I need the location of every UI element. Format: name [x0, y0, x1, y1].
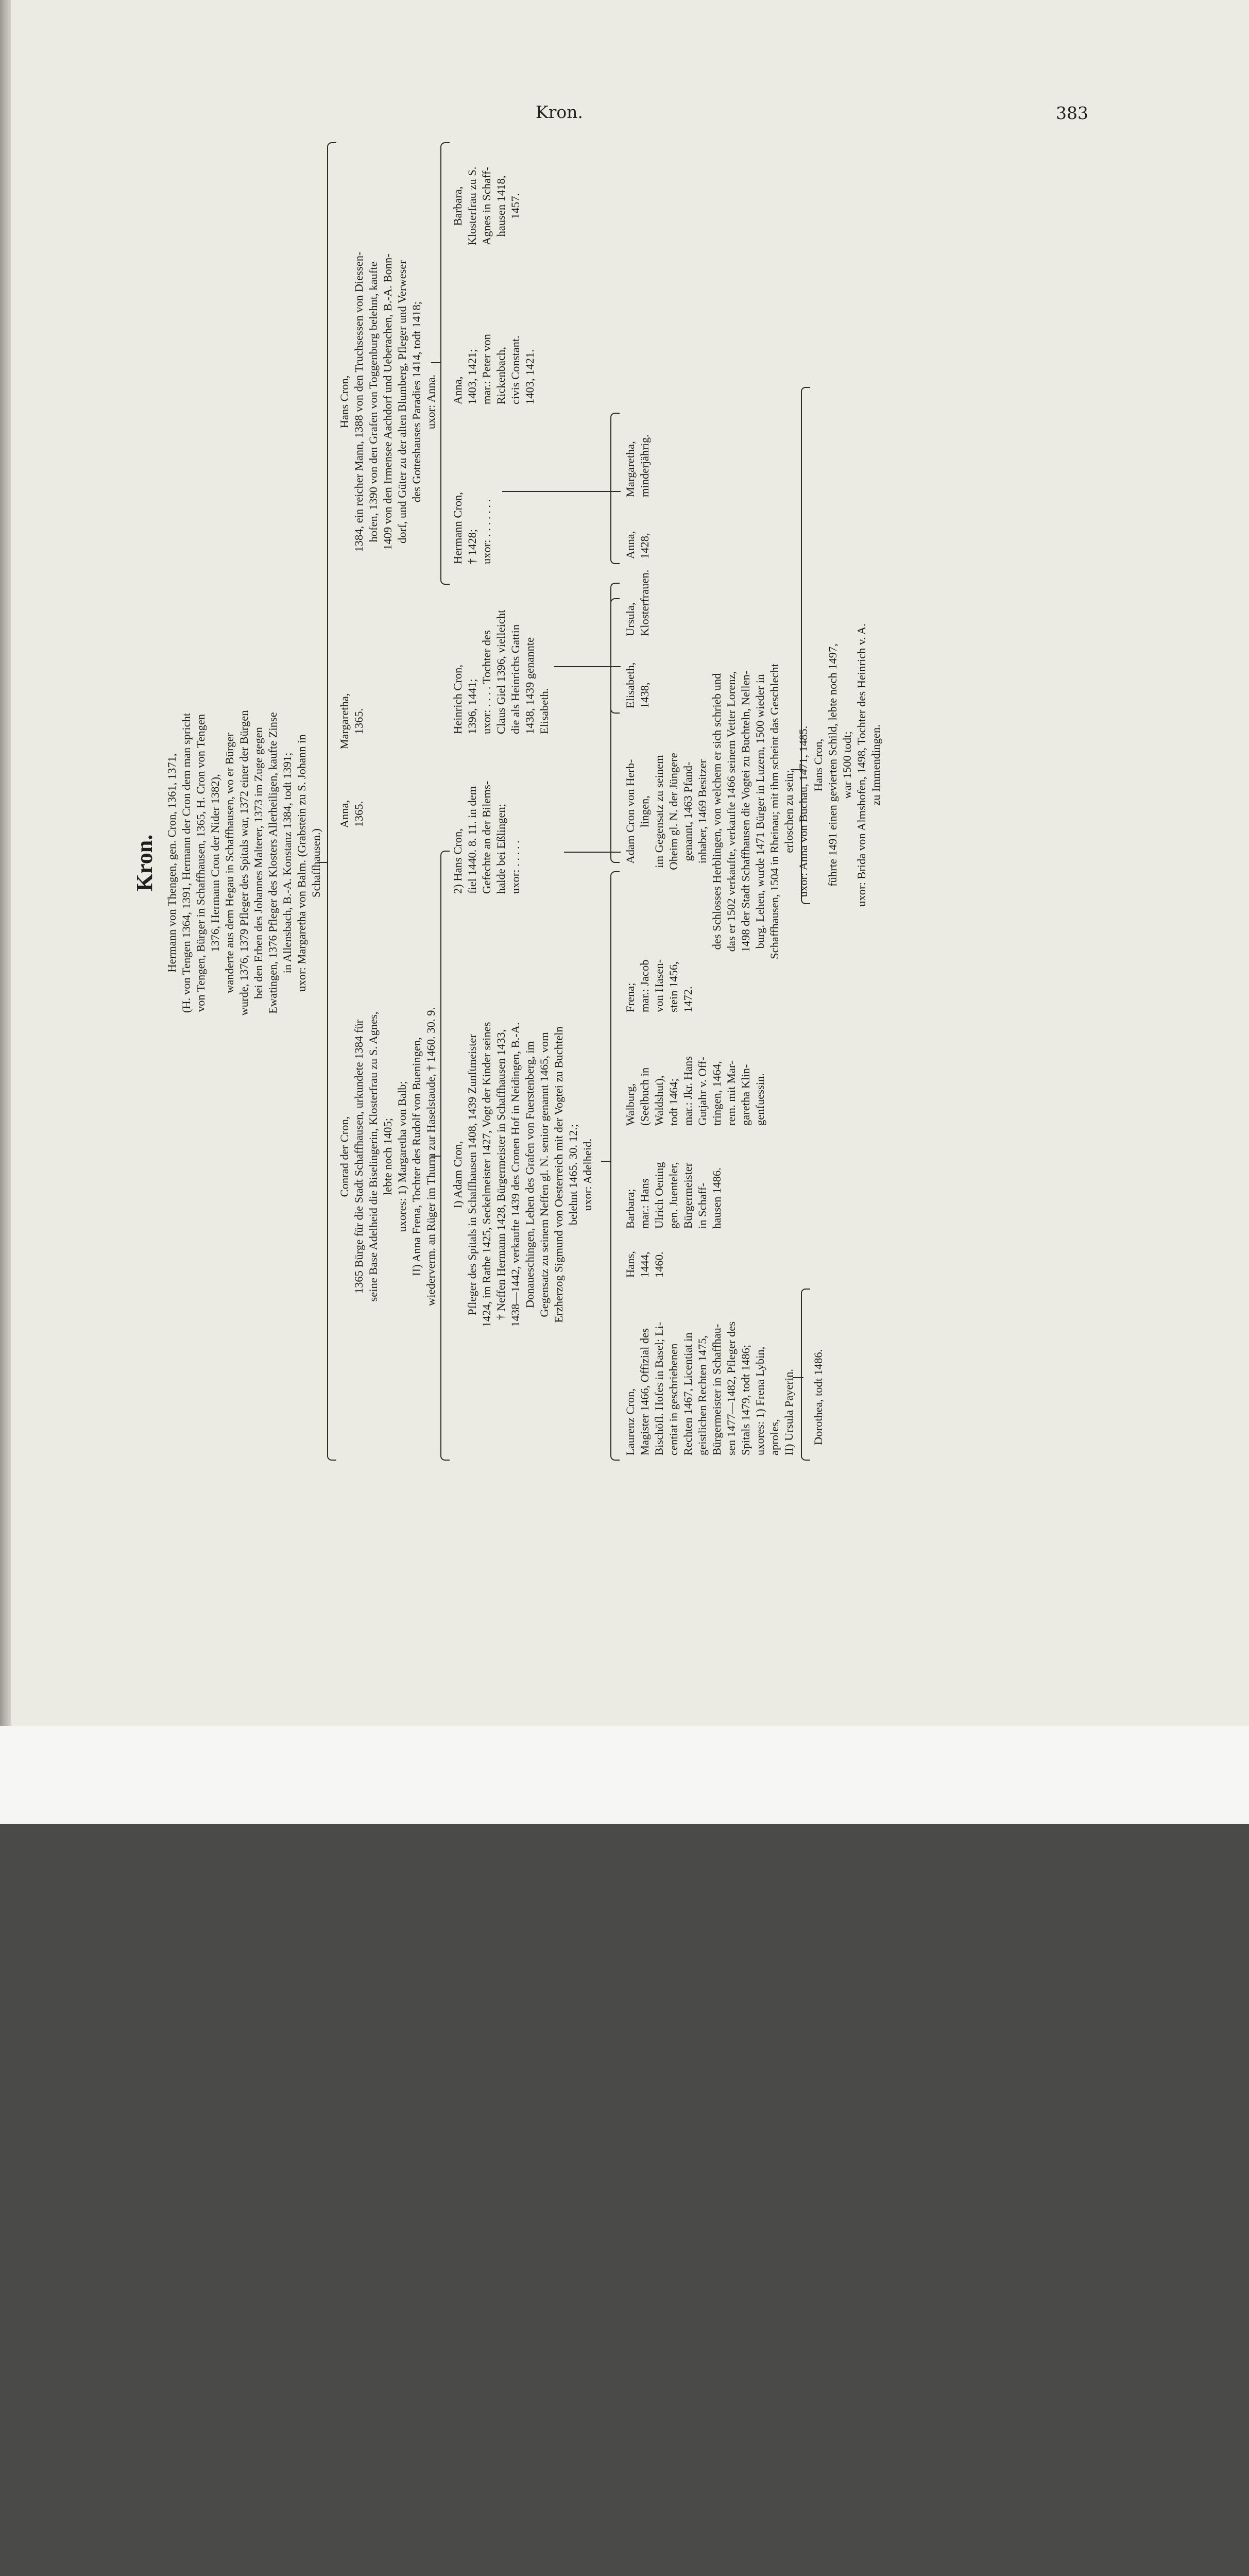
text-line: Agnes in Schaff-: [480, 166, 493, 246]
person-hans-cron-gen3: [451, 739, 523, 894]
text-line: Spitals 1479, todt 1486;: [739, 1344, 752, 1455]
text-line: im Gegensatz zu seinem: [653, 755, 665, 868]
text-line: Bürgermeister: [681, 1162, 694, 1229]
text-line: 1403, 1421.: [523, 349, 536, 404]
person-conrad-der-cron: [337, 873, 438, 1440]
link-adam-junior: [791, 769, 803, 770]
text-line: in Allensbach, B.-A. Konstanz 1384, todt 1391;: [281, 752, 294, 974]
text-line: uxor: Margaretha von Balm. (Grabstein zu S. Johann in: [295, 734, 308, 992]
link-hermann: [502, 491, 621, 492]
text-line: belehnt 1465. 30. 12.;: [567, 1124, 579, 1226]
person-laurenz-cron: [623, 1285, 796, 1455]
text-line: Hans,: [624, 1251, 637, 1278]
text-line: Gefechte an der Bilems-: [480, 781, 493, 894]
text-line: uxor: Adelheid.: [581, 1139, 594, 1211]
text-line: 1396, 1441;: [466, 679, 478, 734]
text-line: Pfleger des Spitals in Schaffhausen 1408, 1439 Zunftmeister: [466, 1034, 478, 1315]
running-head: Kron.: [536, 102, 584, 122]
text-line: 1365.: [352, 801, 365, 827]
page-number: 383: [1056, 103, 1088, 123]
text-line: 1438,: [638, 682, 651, 708]
text-line: sen 1477—1482, Pfleger des: [725, 1321, 738, 1455]
brace-gen2: [327, 142, 336, 1461]
text-line: mar.: Peter von: [480, 334, 493, 404]
text-line: Hermann von Thengen, gen. Cron, 1361, 1371,: [165, 753, 178, 973]
text-line: Bischöfl. Hofes in Basel; Li-: [653, 1321, 665, 1455]
text-line: I) Adam Cron,: [451, 1141, 464, 1209]
text-line: von Hasen-: [653, 959, 665, 1012]
text-line: lebte noch 1405;: [381, 1118, 394, 1195]
brace-hermann-children: [610, 413, 620, 564]
text-line: burg. Lehen, wurde 1471 Bürger in Luzern, 1500 wieder in: [754, 674, 766, 949]
person-ursula: [623, 554, 652, 636]
person-margaretha-gen4: [623, 410, 652, 497]
text-line: Margaretha,: [624, 441, 637, 497]
text-line: Conrad der Cron,: [338, 1116, 351, 1197]
text-line: führte 1491 einen gevierten Schild, lebte noch 1497,: [826, 643, 839, 887]
brace-tick-hans: [431, 362, 440, 363]
brace-adam-children: [610, 871, 620, 1461]
brace-laurenz-children: [801, 1289, 810, 1461]
footer-bar: [0, 1726, 1249, 1824]
text-line: von Tengen, Bürger in Schaffhausen, 1365, H. Cron von Tengen: [194, 714, 207, 1012]
text-line: Laurenz Cron,: [624, 1388, 637, 1455]
text-line: zu Immendingen.: [869, 724, 882, 806]
text-line: hausen 1486.: [710, 1167, 723, 1229]
person-dorothea: [811, 1291, 826, 1445]
genealogy-table: [131, 142, 1007, 1584]
text-line: aproles,: [768, 1419, 781, 1455]
text-line: stein 1456,: [667, 961, 680, 1012]
text-line: mar.: Jkr. Hans: [681, 1056, 694, 1126]
text-line: 1498 der Stadt Schaffhausen die Vogtei zu Buchteln, Nellen-: [739, 670, 752, 953]
text-line: Gegensatz zu seinem Neffen gl. N. senior genannt 1465, vom: [538, 1032, 551, 1317]
brace-adam-junior-children: [801, 387, 810, 904]
text-line: minderjährig.: [638, 434, 651, 497]
text-line: 1444,: [638, 1251, 651, 1278]
text-line: genannt, 1463 Pfand-: [681, 761, 694, 861]
text-line: fiel 1440. 8. 11. in dem: [466, 786, 478, 894]
text-line: uxor: . . . . Tochter des: [480, 630, 493, 734]
person-anna-gen4: [623, 502, 652, 559]
text-line: Rechten 1467, Licentiat in: [681, 1332, 694, 1455]
text-line: Adam Cron von Herb-: [624, 759, 637, 864]
text-line: Ewatingen, 1376 Pfleger des Klosters Allerheiligen, kaufte Zinse: [266, 712, 279, 1014]
text-line: wurde, 1376, 1379 Pfleger des Spitals war, 1372 einer der Bürgen: [237, 710, 250, 1016]
text-line: Dorothea, todt 1486.: [812, 1349, 825, 1445]
text-line: 1365.: [352, 708, 365, 735]
text-line: 1472.: [681, 986, 694, 1012]
text-line: das er 1502 verkaufte, verkaufte 1466 seinem Vetter Lorenz,: [725, 671, 738, 952]
text-line: des Gotteshauses Paradies 1414, todt 1418;: [410, 301, 423, 502]
brace-heinrich-children: [610, 583, 620, 714]
text-line: war 1500 todt;: [841, 731, 853, 799]
text-line: Waldshut),: [653, 1075, 665, 1126]
person-adam-cron-senior: [451, 899, 595, 1450]
text-line: wiederverm. an Rüger im Thurm zur Haselstaude, † 1460. 30. 9.: [424, 1007, 437, 1307]
text-line: 1384, ein reicher Mann, 1388 von den Truchsessen von Diessen-: [352, 251, 365, 552]
text-line: Gutjahr v. Off-: [696, 1057, 709, 1126]
text-line: Heinrich Cron,: [451, 665, 464, 734]
text-line: 1460.: [653, 1251, 665, 1278]
text-line: II) Anna Frena, Tochter des Rudolf von Bueningen,: [410, 1037, 423, 1276]
text-line: uxor: . . . . . . .: [480, 499, 493, 564]
text-line: Oheim gl. N. der Jüngere: [667, 753, 680, 870]
text-line: Hans Cron,: [338, 375, 351, 429]
text-line: Klosterfrauen.: [638, 569, 651, 636]
text-line: rem. mit Mar-: [725, 1060, 738, 1126]
brace-conrad-children: [440, 851, 450, 1461]
brace-tick-adam: [601, 1161, 610, 1162]
text-line: Donaueschingen, Lehen des Grafen von Fuerstenberg, im: [523, 1041, 536, 1309]
text-line: erloschen zu sein;: [782, 770, 795, 853]
text-line: uxor: Brida von Almshofen, 1498, Tochter des Heinrich v. A.: [855, 623, 868, 907]
text-line: tringen, 1464,: [710, 1061, 723, 1126]
text-line: uxor: Anna.: [424, 374, 437, 430]
person-barbara-gen3: [451, 147, 523, 265]
text-line: Hans Cron,: [812, 738, 825, 792]
text-line: Elisabeth.: [538, 688, 551, 734]
text-line: Walburg,: [624, 1083, 637, 1126]
person-barbara-gen4: [623, 1131, 724, 1229]
text-line: Erzherzog Sigmund von Oesterreich mit der Vogtei zu Buchteln: [552, 1026, 565, 1323]
text-line: seine Base Adelheid die Biselingerin, Klosterfrau zu S. Agnes,: [367, 1011, 380, 1302]
text-line: (Seelbuch in: [638, 1067, 651, 1126]
text-line: Elisabeth,: [624, 662, 637, 708]
text-line: Schaffhausen, 1504 in Rheinau; mit ihm scheint das Geschlecht: [768, 664, 781, 959]
text-line: die als Heinrichs Gattin: [509, 624, 522, 734]
text-line: todt 1464;: [667, 1078, 680, 1126]
person-heinrich-cron: [451, 569, 552, 734]
text-line: 1409 von den Irmensee Aachdorf und Ueberachen, B.-A. Bonn-: [381, 253, 394, 550]
person-hans-cron-gen5: [811, 554, 883, 976]
text-line: hofen, 1390 von den Grafen von Toggenburg belehnt, kaufte: [367, 261, 380, 543]
text-line: 1376, Hermann Cron der Nider 1382),: [209, 774, 221, 952]
text-line: 1438, 1439 genannte: [523, 637, 536, 734]
brace-hans-children: [440, 142, 450, 585]
text-line: geistlichen Rechten 1475,: [696, 1335, 709, 1455]
brace-tick-gen2: [318, 862, 327, 863]
text-line: des Schlosses Herblingen, von welchem er sich schrieb und: [710, 673, 723, 950]
text-line: Ulrich Oening: [653, 1162, 665, 1229]
text-line: 1428,: [638, 533, 651, 559]
text-line: 1403, 1421;: [466, 349, 478, 404]
text-line: 1365 Bürge für die Stadt Schaffhausen, urkundete 1384 für: [352, 1019, 365, 1294]
text-line: uxores: 1) Frena Lybin,: [754, 1346, 766, 1455]
text-line: uxores: 1) Margaretha von Balb;: [396, 1081, 408, 1232]
text-line: wanderte aus dem Hegau in Schaffhausen, wo er Bürger: [223, 733, 236, 993]
text-line: genfuessin.: [754, 1073, 766, 1126]
text-line: hausen 1418,: [494, 175, 507, 237]
text-line: Barbara,: [451, 186, 464, 226]
person-anna-gen3: [451, 286, 537, 404]
person-anna-gen2: [337, 781, 366, 848]
person-hans-cron-gen2: [337, 142, 438, 662]
text-line: (H. von Tengen 1364, 1391, Hermann der Cron dem man spricht: [180, 713, 193, 1013]
text-line: Bürgermeister in Schaffhau-: [710, 1324, 723, 1455]
text-line: 1424, im Rathe 1425, Seckelmeister 1427, Vogt der Kinder seines: [480, 1022, 493, 1328]
text-line: halde bei Eßlingen;: [494, 804, 507, 894]
text-line: Barbara;: [624, 1189, 637, 1229]
text-line: 1438—1442, verkaufte 1439 des Cronen Hof in Neidingen, B.-A.: [509, 1022, 522, 1327]
text-line: 2) Hans Cron,: [451, 828, 464, 894]
table-title: Kron.: [132, 834, 157, 892]
text-line: centiat in geschriebenen: [667, 1343, 680, 1455]
text-line: Frena;: [624, 982, 637, 1012]
text-line: II) Ursula Payerin.: [782, 1368, 795, 1455]
text-line: Hermann Cron,: [451, 492, 464, 564]
text-line: garetha Klin-: [739, 1064, 752, 1126]
text-line: Ursula,: [624, 602, 637, 636]
text-line: Anna,: [338, 800, 351, 828]
text-line: † 1428;: [466, 529, 478, 564]
text-line: Magister 1466, Offizial des: [638, 1328, 651, 1455]
person-hans-gen4: [623, 1234, 666, 1278]
person-hermann-von-thengen: [165, 657, 323, 1069]
text-line: in Schaff-: [696, 1183, 709, 1229]
person-walburg: [623, 1018, 767, 1126]
text-line: civis Constant.: [509, 335, 522, 404]
text-line: inhaber, 1469 Besitzer: [696, 759, 709, 864]
person-hermann-cron: [451, 446, 494, 564]
person-margaretha-gen2: [337, 683, 366, 760]
text-line: Rickenbach,: [494, 347, 507, 404]
person-elisabeth: [623, 636, 652, 708]
text-line: Klosterfrau zu S.: [466, 166, 478, 246]
text-line: Anna,: [451, 376, 464, 404]
link-laurenz: [793, 1377, 803, 1378]
text-line: dorf, und Güter zu der alten Blumberg, Pfleger und Verweser: [396, 260, 408, 544]
text-line: gen. Juenteler,: [667, 1162, 680, 1229]
text-line: mar.: Hans: [638, 1178, 651, 1229]
text-line: uxor: . . . . .: [509, 840, 522, 894]
text-line: mar.: Jacob: [638, 959, 651, 1012]
text-line: uxor: Anna von Buchau, 1471, 1485.: [797, 725, 810, 897]
brace-tick-conrad: [431, 1156, 440, 1157]
text-line: bei den Erben des Johannes Malterer, 1373 im Zuge gegen: [252, 727, 265, 999]
text-line: Claus Giel 1396, vielleicht: [494, 609, 507, 734]
text-line: Margaretha,: [338, 693, 351, 750]
text-line: † Neffen Hermann 1428, Bürgermeister in Schaffhausen 1433,: [494, 1029, 507, 1320]
text-line: lingen,: [638, 795, 651, 827]
page-gutter: [0, 0, 11, 1726]
text-line: Schaffhausen.): [310, 828, 322, 897]
text-line: Anna,: [624, 531, 637, 559]
text-line: 1457.: [509, 193, 522, 219]
